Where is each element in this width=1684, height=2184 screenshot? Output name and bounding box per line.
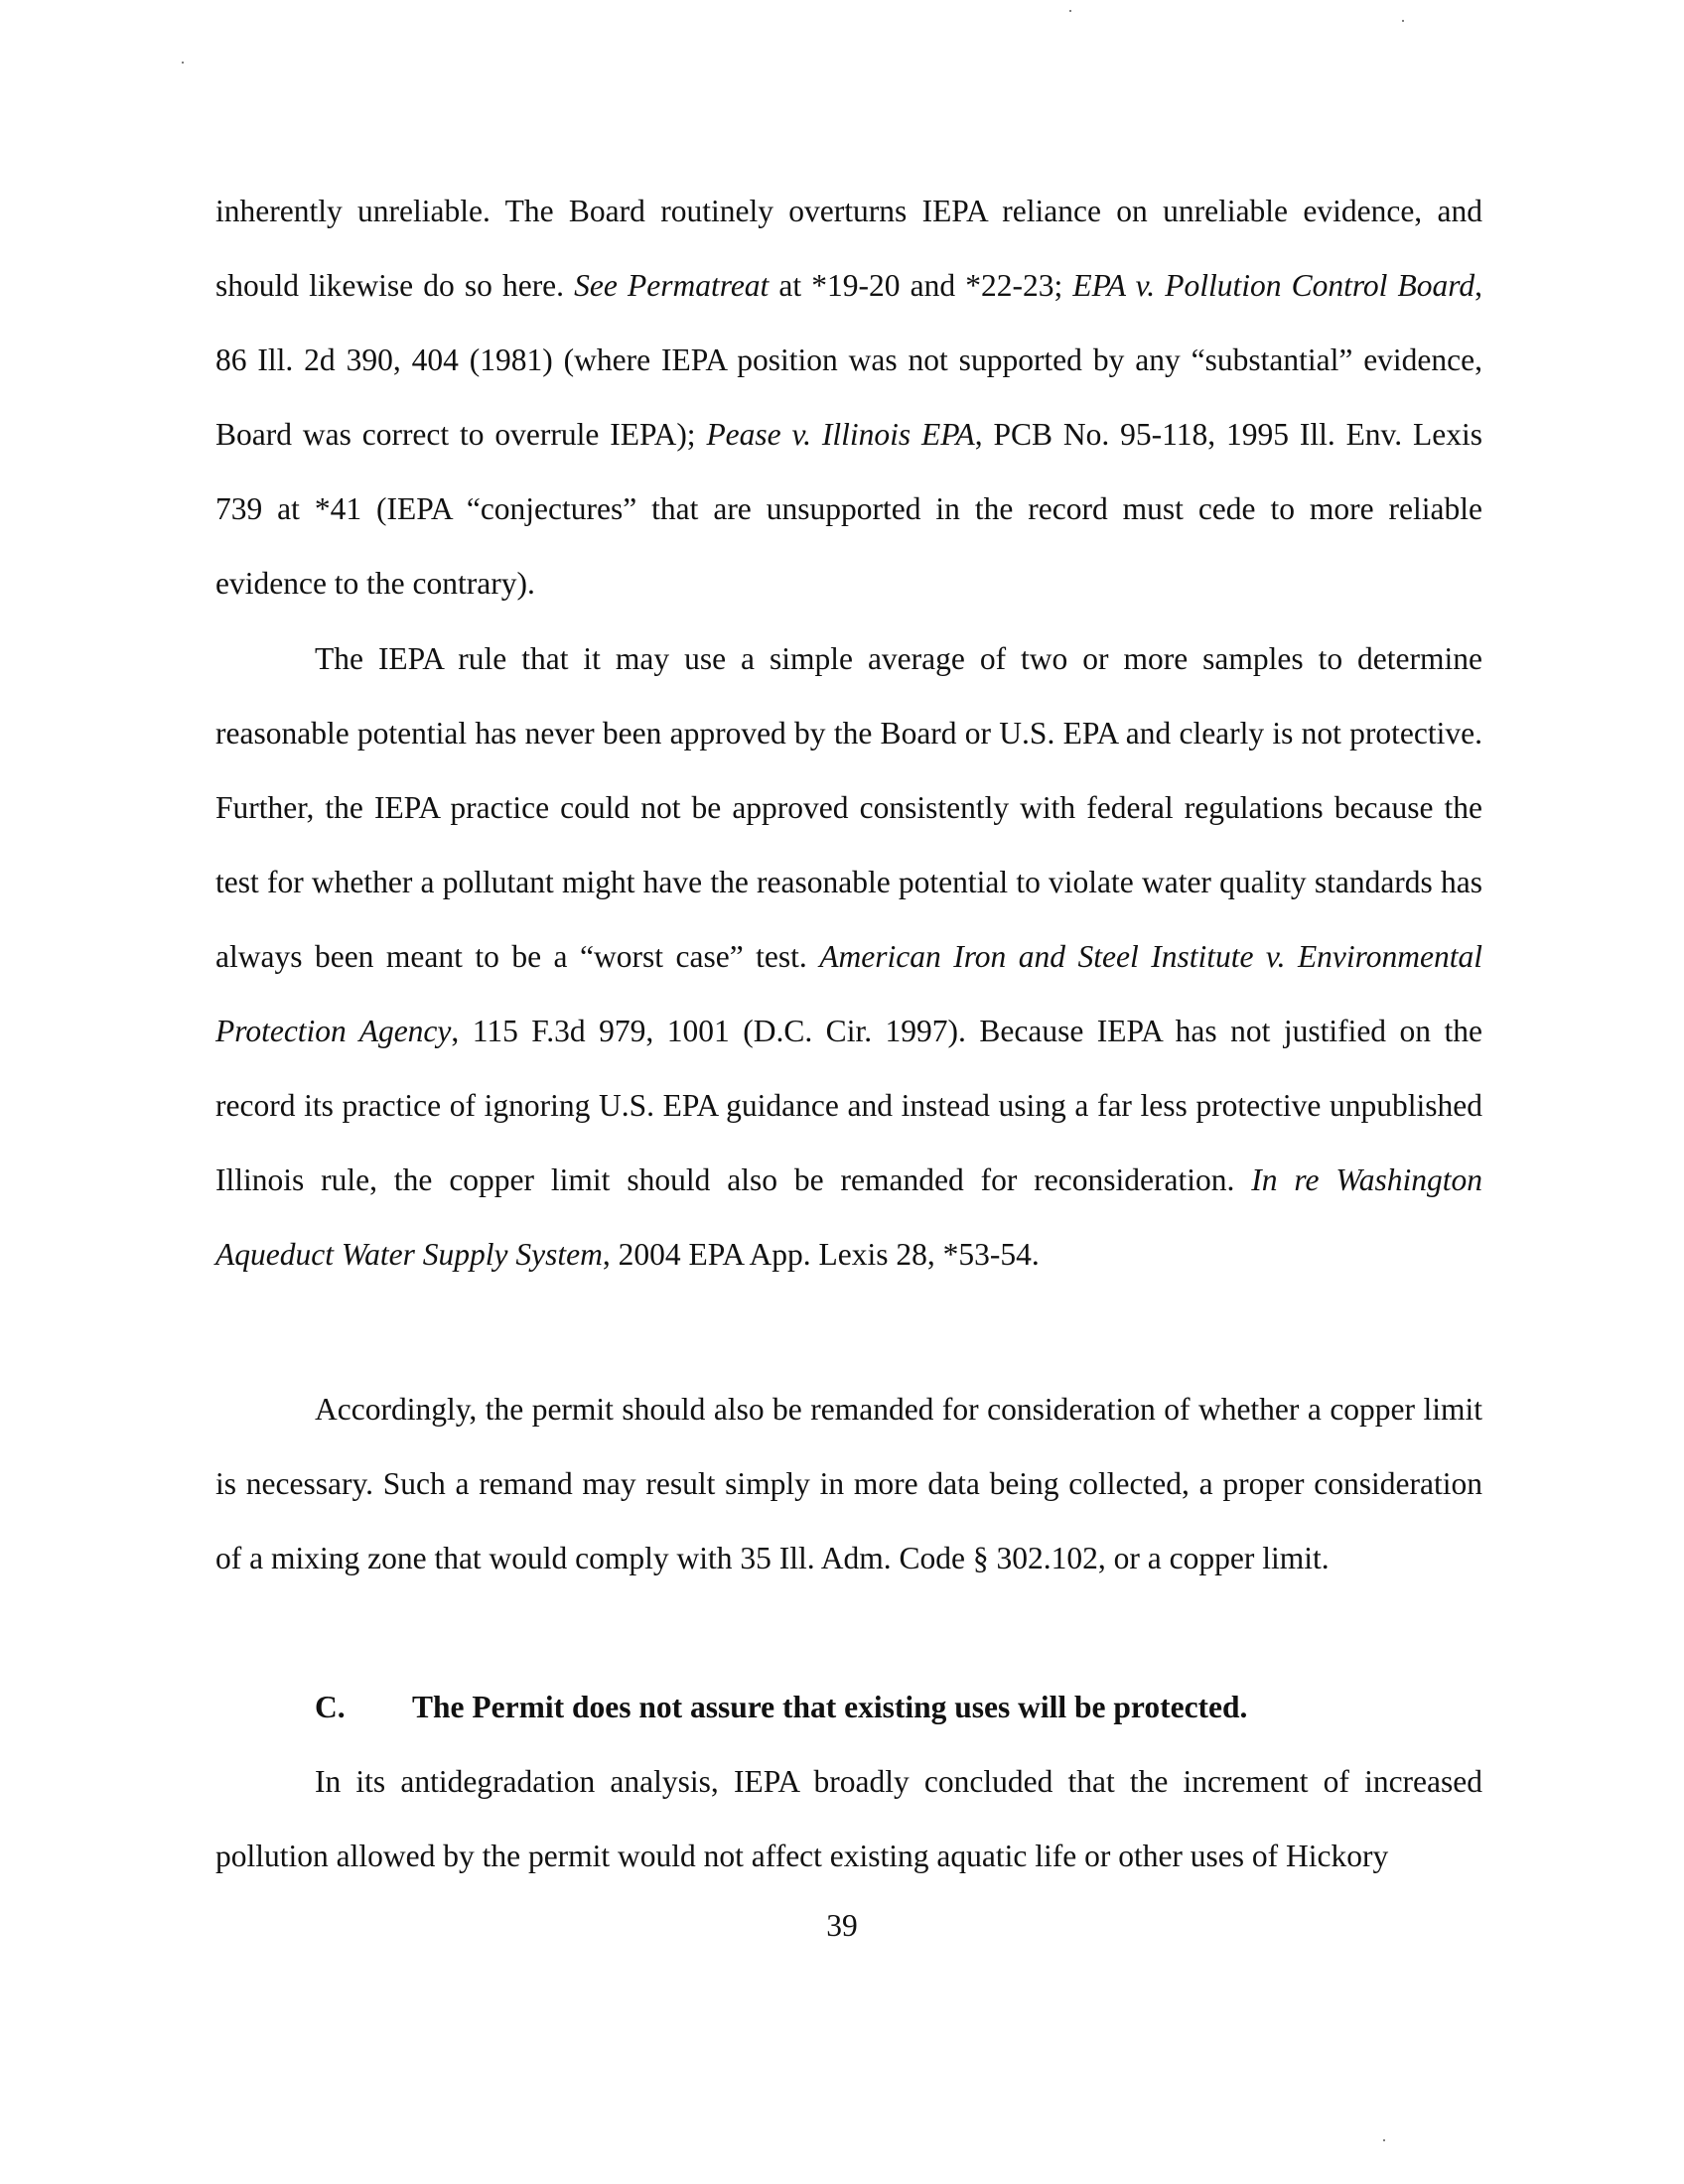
paragraph-4: In its antidegradation analysis, IEPA broadly concluded that the increment of increased pollution allowed by the permit would not affect existing aquatic life or other uses of Hickory: [215, 1764, 1482, 1873]
paragraph-1-text-1: inherently unreliable. The Board routinely overturns IEPA reliance on unreliable evidence, and should likewise do so here.: [215, 194, 1482, 303]
paragraph-1: [215, 174, 1482, 620]
paragraph-2-text-1: The IEPA rule that it may use a simple average of two or more samples to determine reasonable potential has never been approved by the Board or U.S. EPA and clearly is not protective. Further, the IEPA practice could not be approved consistently with federal regulations because the test for whether a pollutant might have the reasonable potential to violate water quality standards has always been meant to be a “worst case” test.: [215, 641, 1482, 974]
scan-speck: [182, 62, 184, 64]
citation-epa-v-pcb: EPA v. Pollution Control Board: [1072, 268, 1475, 303]
scan-speck: [1069, 10, 1071, 12]
scan-speck: [1402, 20, 1404, 22]
citation-pease: Pease v. Illinois EPA: [706, 417, 975, 452]
citation-permatreat: See Permatreat: [574, 268, 770, 303]
citation-american-iron: American Iron and Steel Institute v. Environmental Protection Agency: [215, 939, 1482, 1048]
paragraph-3: Accordingly, the permit should also be remanded for consideration of whether a copper limit is necessary. Such a remand may result simply in more data being collected, a proper consideration of a mixing zone that would comply with 35 Ill. Adm. Code § 302.102, or a copper limit.: [215, 1392, 1482, 1575]
paragraph-1-text-4: , PCB No. 95-118, 1995 Ill. Env. Lexis 739 at *41 (IEPA “conjectures” that are unsupported in the record must cede to more reliable evidence to the contrary).: [215, 417, 1482, 601]
paragraph-2: [215, 621, 1482, 1292]
paragraph-2-text-2: , 115 F.3d 979, 1001 (D.C. Cir. 1997). Because IEPA has not justified on the record its practice of ignoring U.S. EPA guidance and instead using a far less protective unpublished Illinois rule, the copper limit should also be remanded for reconsideration.: [215, 1014, 1482, 1197]
section-title: The Permit does not assure that existing uses will be protected.: [412, 1690, 1248, 1724]
citation-washington-aqueduct: In re Washington Aqueduct Water Supply System: [215, 1162, 1482, 1272]
paragraph-1-text-2: at *19-20 and *22-23;: [769, 268, 1073, 303]
page-number: 39: [826, 1908, 858, 1943]
section-letter: C.: [315, 1690, 346, 1724]
paragraph-2-text-3: , 2004 EPA App. Lexis 28, *53-54.: [602, 1237, 1040, 1272]
paragraph-1-text-3: , 86 Ill. 2d 390, 404 (1981) (where IEPA position was not supported by any “substantial” evidence, Board was correct to overrule IEPA);: [215, 268, 1483, 452]
scan-speck: [1383, 2139, 1385, 2141]
section-heading: [315, 1670, 1482, 1744]
